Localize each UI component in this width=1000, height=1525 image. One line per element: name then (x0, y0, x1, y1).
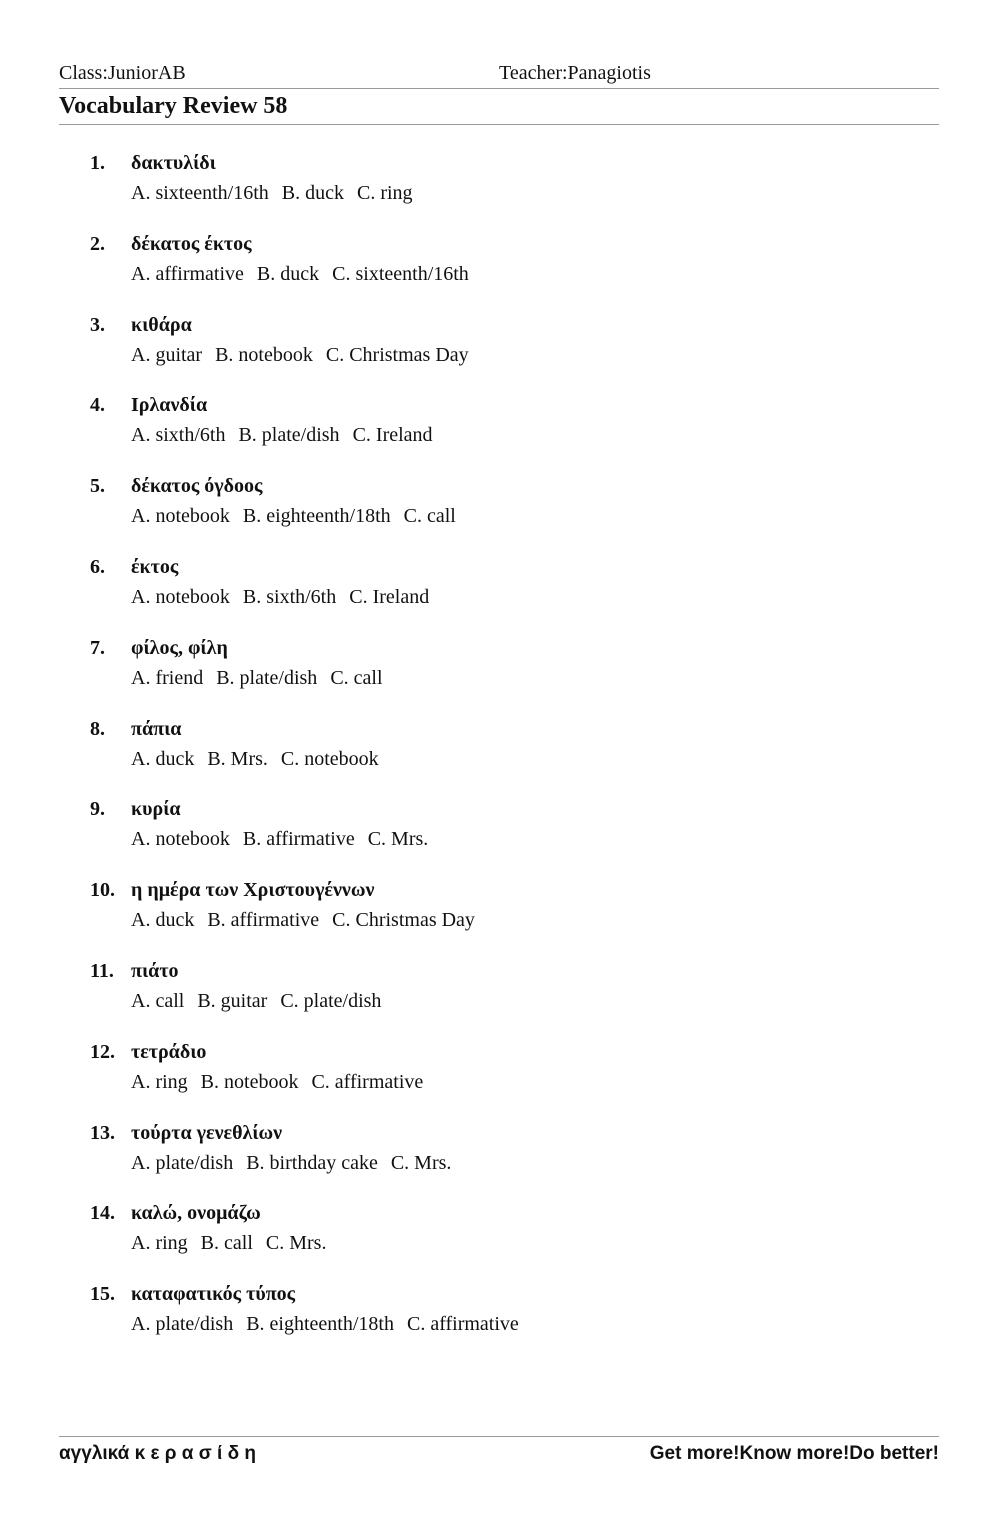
answer-options (90, 826, 930, 852)
question-prompt (90, 473, 930, 503)
answer-options (90, 261, 930, 287)
question-number: 15. (90, 1283, 115, 1306)
answer-option: B. birthday cake (246, 1151, 378, 1174)
question-word: δέκατος όγδοος (131, 475, 263, 498)
answer-option: B. eighteenth/18th (242, 505, 391, 528)
question-word: κιθάρα (131, 313, 192, 336)
question-prompt (90, 716, 930, 746)
question-number: 12. (90, 1040, 115, 1063)
question-number: 6. (90, 555, 105, 578)
answer-option: A. call (131, 989, 185, 1012)
answer-option: A. sixth/6th (131, 424, 226, 447)
answer-option: B. call (200, 1232, 253, 1255)
footer-brand: αγγλικά κ ε ρ α σ ί δ η (59, 1443, 256, 1464)
question-number: 10. (90, 879, 115, 902)
question-number: 3. (90, 313, 105, 336)
answer-options (90, 503, 930, 529)
answer-option: B. notebook (215, 343, 313, 366)
answer-option: B. notebook (200, 1070, 299, 1093)
question-item (90, 231, 930, 312)
question-number: 7. (90, 636, 105, 659)
question-word: τούρτα γενεθλίων (131, 1121, 283, 1144)
answer-options (90, 180, 930, 206)
answer-option: C. plate/dish (280, 989, 382, 1012)
answer-option: C. sixteenth/16th (332, 262, 469, 285)
question-word: καλώ, ονομάζω (131, 1202, 261, 1225)
question-word: η ημέρα των Χριστουγέννων (131, 879, 375, 902)
answer-option: C. Ireland (349, 585, 430, 608)
class-label: Class:JuniorAB (59, 62, 186, 84)
question-word: καταφατικός τύπος (131, 1283, 296, 1306)
question-word: Ιρλανδία (131, 394, 208, 417)
answer-option: C. ring (356, 182, 413, 204)
teacher-label: Teacher:Panagiotis (499, 62, 651, 84)
answer-option: A. duck (131, 909, 195, 932)
answer-option: B. Mrs. (207, 747, 268, 770)
answer-option: A. notebook (131, 828, 230, 851)
answer-option: A. ring (131, 1232, 188, 1255)
question-number: 14. (90, 1202, 115, 1225)
question-item (90, 1039, 930, 1120)
page-title: Vocabulary Review 58 (59, 93, 939, 125)
answer-option: C. notebook (280, 747, 379, 770)
answer-option: B. duck (281, 182, 344, 204)
answer-option: C. call (330, 666, 383, 689)
answer-option: A. sixteenth/16th (131, 182, 269, 204)
question-number: 8. (90, 717, 105, 740)
answer-option: B. affirmative (242, 828, 355, 851)
answer-option: C. Mrs. (367, 828, 429, 851)
question-item (90, 877, 930, 958)
question-word: φίλος, φίλη (131, 636, 228, 659)
question-item (90, 958, 930, 1039)
question-prompt (90, 392, 930, 422)
question-prompt (90, 1120, 930, 1150)
question-prompt (90, 796, 930, 826)
question-prompt (90, 554, 930, 584)
question-prompt (90, 958, 930, 988)
answer-options (90, 1150, 930, 1176)
answer-options (90, 746, 930, 772)
answer-option: B. plate/dish (216, 666, 318, 689)
answer-options (90, 584, 930, 610)
question-word: κυρία (131, 798, 181, 821)
page-header (59, 62, 939, 89)
question-item (90, 1120, 930, 1201)
question-item (90, 554, 930, 635)
answer-option: A. plate/dish (131, 1151, 234, 1174)
question-item (90, 312, 930, 393)
answer-option: B. eighteenth/18th (246, 1313, 394, 1336)
answer-options (90, 1230, 930, 1256)
answer-option: A. friend (131, 666, 204, 689)
answer-option: A. guitar (131, 343, 203, 366)
question-list (90, 150, 930, 1362)
answer-option: A. ring (131, 1070, 188, 1093)
question-prompt (90, 231, 930, 261)
question-word: δέκατος έκτος (131, 232, 252, 255)
answer-option: B. guitar (197, 989, 268, 1012)
question-word: δακτυλίδι (131, 152, 216, 174)
question-prompt (90, 877, 930, 907)
answer-option: A. affirmative (131, 262, 244, 285)
answer-options (90, 422, 930, 448)
question-prompt (90, 635, 930, 665)
question-item (90, 716, 930, 797)
question-item (90, 392, 930, 473)
answer-option: A. duck (131, 747, 195, 770)
answer-options (90, 1311, 930, 1337)
question-number: 11. (90, 959, 114, 982)
question-number: 5. (90, 475, 105, 498)
question-prompt (90, 1281, 930, 1311)
answer-option: C. Christmas Day (325, 343, 469, 366)
question-word: έκτος (131, 555, 179, 578)
answer-option: A. notebook (131, 505, 230, 528)
question-word: πιάτο (131, 959, 179, 982)
question-prompt (90, 150, 930, 180)
question-item (90, 1200, 930, 1281)
question-prompt (90, 1039, 930, 1069)
answer-option: B. duck (256, 262, 320, 285)
answer-option: B. sixth/6th (242, 585, 337, 608)
answer-option: C. affirmative (406, 1313, 519, 1336)
answer-option: B. affirmative (207, 909, 320, 932)
question-item (90, 150, 930, 231)
question-number: 2. (90, 232, 105, 255)
answer-options (90, 907, 930, 933)
answer-option: C. Christmas Day (332, 909, 475, 932)
answer-option: C. Mrs. (265, 1232, 327, 1255)
question-prompt (90, 312, 930, 342)
answer-option: C. call (403, 505, 456, 528)
question-number: 9. (90, 798, 105, 821)
question-word: τετράδιο (131, 1040, 207, 1063)
footer-slogan: Get more!Know more!Do better! (649, 1443, 939, 1464)
question-number: 1. (90, 152, 105, 174)
answer-option: C. Ireland (352, 424, 433, 447)
question-item (90, 796, 930, 877)
answer-option: C. affirmative (311, 1070, 424, 1093)
question-prompt (90, 1200, 930, 1230)
answer-option: A. notebook (131, 585, 230, 608)
page-footer (59, 1436, 939, 1471)
question-item (90, 473, 930, 554)
answer-option: C. Mrs. (390, 1151, 452, 1174)
question-item (90, 1281, 930, 1362)
answer-options (90, 665, 930, 691)
answer-option: A. plate/dish (131, 1313, 234, 1336)
question-number: 4. (90, 394, 105, 417)
answer-options (90, 1069, 930, 1095)
answer-option: B. plate/dish (238, 424, 340, 447)
answer-options (90, 342, 930, 368)
answer-options (90, 988, 930, 1014)
question-word: πάπια (131, 717, 182, 740)
question-item (90, 635, 930, 716)
question-number: 13. (90, 1121, 115, 1144)
